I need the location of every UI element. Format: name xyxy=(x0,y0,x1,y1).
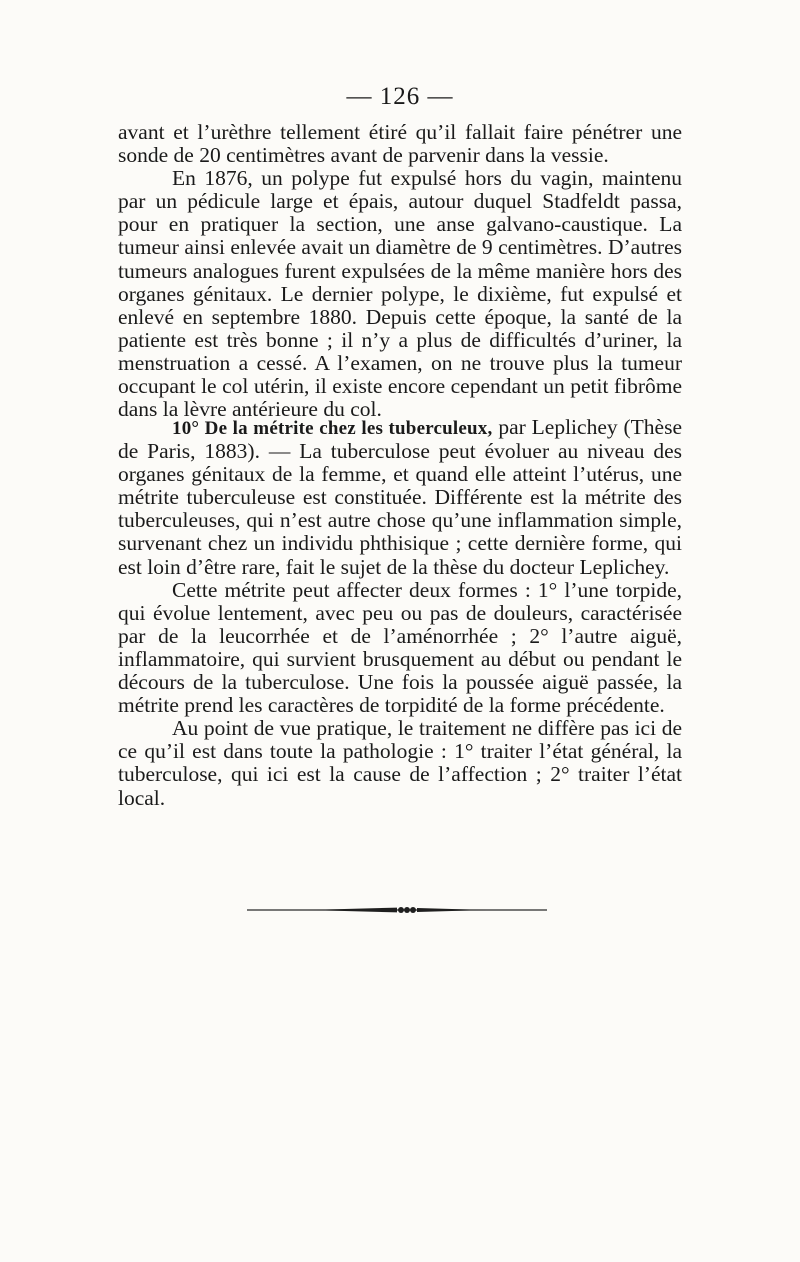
section-intro-text: par Leplichey (Thèse de Paris, 1883). — La tuberculose peut évoluer au niveau des organes génitaux de la femme, et quand elle atteint l’utérus, une métrite tuberculeuse est constituée. Différente est la métrite des tuberculeuses, qui n’est autre chose qu’une inflammation simple, survenant chez un individu phthisique ; cette dernière forme, qui est loin d’être rare, fait le sujet de la thèse du docteur Leplichey. xyxy=(118,415,682,579)
end-ornament-rule xyxy=(247,906,547,914)
section-heading: 10° De la métrite chez les tuberculeux, xyxy=(172,418,493,439)
paragraph-two-forms: Cette métrite peut affecter deux formes : 1° l’une torpide, qui évolue lentement, avec peu ou pas de douleurs, caractérisée par de la leucorrhée et de l’aménorrhée ; 2° l’autre aiguë, inflammatoire, qui survient brusquement au début ou pendant le décours de la tuberculose. Une fois la poussée aiguë passée, la métrite prend les caractères de torpidité de la forme précédente. xyxy=(118,577,682,718)
rule-taper-left xyxy=(307,908,397,913)
rule-taper-right xyxy=(417,908,487,912)
paragraph-section-intro xyxy=(118,416,682,579)
rule-dot xyxy=(404,907,410,913)
continued-text-block xyxy=(118,121,682,421)
rule-dot xyxy=(398,907,404,913)
paragraph-continuation: avant et l’urèthre tellement étiré qu’il fallait faire pénétrer une sonde de 20 centimètres avant de parvenir dans la vessie. xyxy=(118,120,682,168)
rule-dot xyxy=(410,907,416,913)
page-number: — 126 — xyxy=(346,83,454,110)
paragraph-treatment: Au point de vue pratique, le traitement ne diffère pas ici de ce qu’il est dans toute la pathologie : 1° traiter l’état général, la tuberculose, qui ici est la cause de l’affection ; 2° traiter l’état local. xyxy=(118,716,682,810)
section-metrite-tuberculeux xyxy=(118,416,682,810)
paragraph-polype-case: En 1876, un polype fut expulsé hors du vagin, maintenu par un pédicule large et épais, autour duquel Stadfeldt passa, pour en pratiquer la section, une anse galvano-caustique. La tumeur ainsi enlevée avait un diamètre de 9 centimètres. D’autres tumeurs analogues furent expulsées de la même manière hors des organes génitaux. Le dernier polype, le dixième, fut expulsé et enlevé en septembre 1880. Depuis cette époque, la santé de la patiente est très bonne ; il n’y a plus de difficultés d’uriner, la menstruation a cessé. A l’examen, on ne trouve plus la tumeur occupant le col utérin, il existe encore cependant un petit fibrôme dans la lèvre antérieure du col. xyxy=(118,166,682,422)
